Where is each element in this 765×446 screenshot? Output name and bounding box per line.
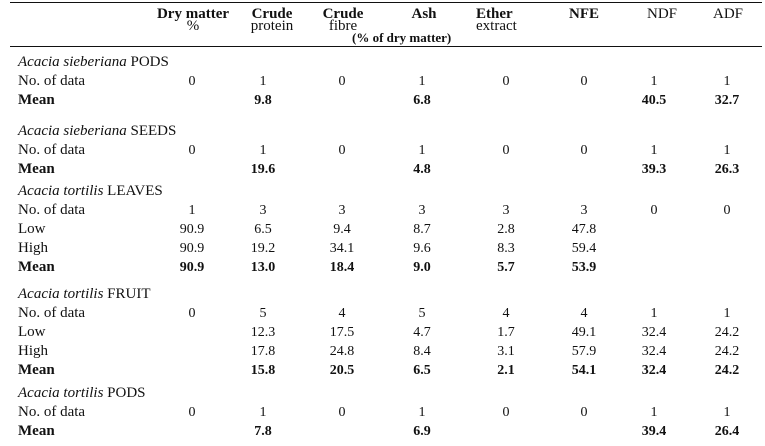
table-cell: 0: [502, 405, 510, 420]
table-cell: 17.8: [250, 344, 276, 359]
table-cell: 54.1: [571, 363, 597, 378]
table-cell: 59.4: [571, 241, 597, 256]
table-cell: 0: [188, 306, 196, 321]
header-adf-label: ADF: [712, 6, 743, 22]
table-cell: 6.9: [413, 424, 431, 439]
table-cell: 6.8: [413, 93, 431, 108]
table-cell: 90.9: [179, 260, 205, 275]
header-ndf-label: NDF: [646, 6, 677, 22]
header-crude-protein-line2: protein: [250, 18, 294, 34]
table-cell: 4.7: [413, 325, 431, 340]
row-label: No. of data: [18, 305, 86, 321]
table-cell: 9.0: [413, 260, 431, 275]
table-cell: 39.3: [641, 162, 667, 177]
header-ether-extract-line1: Ether: [476, 6, 513, 22]
table-cell: 1: [723, 74, 731, 89]
row-label: Mean: [18, 423, 55, 439]
row-label: Mean: [18, 362, 55, 378]
table-cell: 0: [338, 143, 346, 158]
row-label: No. of data: [18, 142, 86, 158]
table-cell: 9.8: [254, 93, 272, 108]
table-cell: 12.3: [250, 325, 276, 340]
table-cell: 8.7: [413, 222, 431, 237]
table-cell: 49.1: [571, 325, 597, 340]
section-title: [18, 385, 146, 402]
table-cell: 3: [259, 203, 267, 218]
table-cell: 34.1: [329, 241, 355, 256]
table-cell: 1: [418, 74, 426, 89]
species-name: Acacia tortilis: [18, 385, 104, 401]
row-label: No. of data: [18, 73, 86, 89]
header-dry-matter-line1: Dry matter: [156, 6, 230, 22]
header-nfe-label: NFE: [569, 6, 599, 22]
row-label: High: [18, 240, 48, 256]
section-title: [18, 286, 151, 303]
table-cell: 57.9: [571, 344, 597, 359]
table-cell: 24.8: [329, 344, 355, 359]
table-cell: 7.8: [254, 424, 272, 439]
header-ash-label: Ash: [411, 6, 437, 22]
header-crude-fibre-line1: Crude: [322, 6, 364, 22]
table-cell: 26.3: [714, 162, 740, 177]
table-cell: 1: [259, 74, 267, 89]
plant-part: LEAVES: [107, 183, 163, 199]
row-label: No. of data: [18, 202, 86, 218]
table-cell: 1: [723, 143, 731, 158]
table-cell: 1: [259, 405, 267, 420]
table-cell: 5.7: [497, 260, 515, 275]
header-ether-extract-line2: extract: [476, 18, 517, 34]
species-name: Acacia tortilis: [18, 183, 104, 199]
header-crude-protein: [242, 8, 302, 32]
table-cell: 3: [418, 203, 426, 218]
table-cell: 4.8: [413, 162, 431, 177]
table-cell: 17.5: [329, 325, 355, 340]
header-rule: [10, 46, 762, 47]
table-cell: 1.7: [497, 325, 515, 340]
row-label: Mean: [18, 161, 55, 177]
table-cell: 0: [188, 143, 196, 158]
table-cell: 1: [650, 405, 658, 420]
table-cell: 4: [502, 306, 510, 321]
row-label: High: [18, 343, 48, 359]
table-cell: 6.5: [254, 222, 272, 237]
table-cell: 90.9: [179, 222, 205, 237]
section-title: [18, 183, 163, 200]
row-label: Low: [18, 324, 46, 340]
table-cell: 0: [338, 405, 346, 420]
table-cell: 0: [723, 203, 731, 218]
table-cell: 1: [723, 405, 731, 420]
table-cell: 15.8: [250, 363, 276, 378]
table-cell: 20.5: [329, 363, 355, 378]
table-cell: 6.5: [413, 363, 431, 378]
table-cell: 4: [338, 306, 346, 321]
table-cell: 3: [502, 203, 510, 218]
header-ash: [402, 8, 446, 20]
table-cell: 3: [338, 203, 346, 218]
table-cell: 1: [418, 143, 426, 158]
plant-part: SEEDS: [130, 123, 177, 139]
table-cell: 47.8: [571, 222, 597, 237]
table-cell: 0: [580, 405, 588, 420]
table-cell: 0: [650, 203, 658, 218]
table-cell: 19.2: [250, 241, 276, 256]
header-crude-fibre-line2: fibre: [328, 18, 358, 34]
table-cell: 5: [418, 306, 426, 321]
unit-label: (% of dry matter): [352, 30, 452, 45]
table-cell: 32.7: [714, 93, 740, 108]
table-cell: 24.2: [714, 344, 740, 359]
header-crude-protein-line1: Crude: [251, 6, 293, 22]
table-cell: 40.5: [641, 93, 667, 108]
header-adf: [706, 8, 750, 20]
top-rule: [10, 2, 762, 3]
table-cell: 32.4: [641, 363, 667, 378]
table-cell: 19.6: [250, 162, 276, 177]
table-cell: 0: [188, 405, 196, 420]
table-cell: 0: [580, 143, 588, 158]
table-cell: 1: [650, 74, 658, 89]
header-crude-fibre: [316, 8, 370, 32]
table-cell: 18.4: [329, 260, 355, 275]
table-cell: 8.4: [413, 344, 431, 359]
species-name: Acacia sieberiana: [18, 123, 127, 139]
table-cell: 3: [580, 203, 588, 218]
table-cell: 13.0: [250, 260, 276, 275]
table-cell: 0: [338, 74, 346, 89]
table-cell: 32.4: [641, 325, 667, 340]
table-cell: 2.8: [497, 222, 515, 237]
plant-part: PODS: [130, 54, 169, 70]
header-ndf: [640, 8, 684, 20]
table-cell: 0: [502, 74, 510, 89]
plant-part: FRUIT: [107, 286, 151, 302]
table-cell: 4: [580, 306, 588, 321]
table-cell: 2.1: [497, 363, 515, 378]
table-cell: 0: [502, 143, 510, 158]
table-cell: 1: [723, 306, 731, 321]
table-cell: 39.4: [641, 424, 667, 439]
header-nfe: [560, 8, 608, 20]
table-cell: 0: [580, 74, 588, 89]
table-cell: 32.4: [641, 344, 667, 359]
table-cell: 5: [259, 306, 267, 321]
table-cell: 24.2: [714, 363, 740, 378]
row-label: Mean: [18, 92, 55, 108]
table-cell: 26.4: [714, 424, 740, 439]
header-dry-matter: [150, 8, 236, 32]
section-title: [18, 123, 176, 140]
table-cell: 1: [650, 306, 658, 321]
table-cell: 53.9: [571, 260, 597, 275]
table-cell: 0: [188, 74, 196, 89]
table-cell: 3.1: [497, 344, 515, 359]
section-title: [18, 54, 169, 71]
table-cell: 9.4: [333, 222, 351, 237]
table-cell: 1: [418, 405, 426, 420]
header-ether-extract: [476, 8, 536, 32]
table-cell: 1: [650, 143, 658, 158]
row-label: No. of data: [18, 404, 86, 420]
species-name: Acacia sieberiana: [18, 54, 127, 70]
species-name: Acacia tortilis: [18, 286, 104, 302]
table-cell: 90.9: [179, 241, 205, 256]
header-dry-matter-line2: %: [186, 18, 200, 34]
table-cell: 24.2: [714, 325, 740, 340]
plant-part: PODS: [107, 385, 146, 401]
table-cell: 9.6: [413, 241, 431, 256]
table-cell: 1: [188, 203, 196, 218]
table-cell: 1: [259, 143, 267, 158]
row-label: Mean: [18, 259, 55, 275]
row-label: Low: [18, 221, 46, 237]
table-cell: 8.3: [497, 241, 515, 256]
